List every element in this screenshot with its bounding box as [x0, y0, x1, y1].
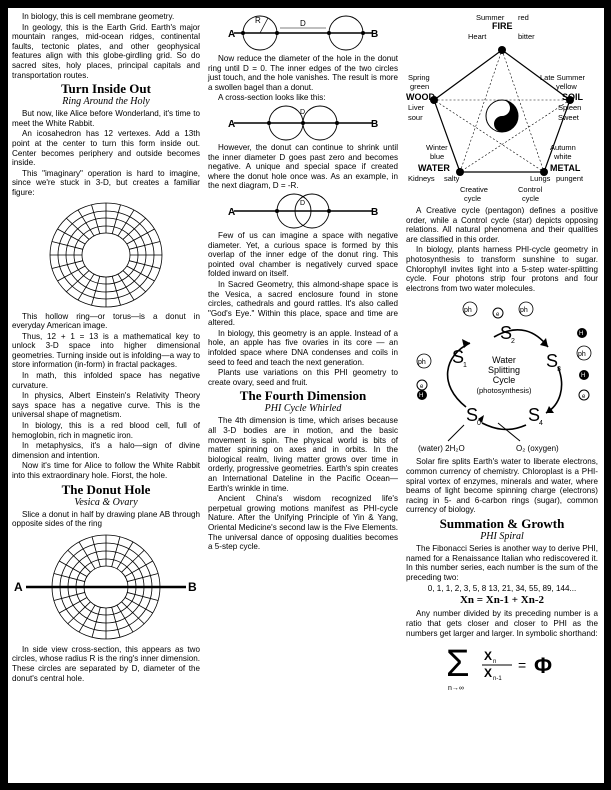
para: However, the donut can continue to shrink until the inner diameter D goes past zero and becomes negative. A unique and special space if created where the donut hole once was. As an example, in the next diagram, D = -R. — [208, 142, 398, 191]
torus-wire — [54, 592, 85, 600]
para: Thus, 12 + 1 = 13 is a mathematical key to unlock 3-D space into higher dimensional geometries. Turning inside out is infolding—a way to store information (in-form) in fractal packages. — [12, 331, 200, 370]
electron-label: e — [582, 394, 586, 401]
circles-separated-figure — [228, 14, 378, 52]
state-s3: S — [546, 351, 559, 372]
state-sub: 0 — [477, 420, 481, 428]
pent-creative: Creative — [460, 185, 488, 194]
vesica-figure — [228, 193, 378, 229]
para: In Sacred Geometry, this almond-shape space is the Vesica, a sacred enclosure found in stone circles, cathedrals and gourd rattles. It's also called "God's Eye." Within this place, space and time are altered. — [208, 279, 398, 328]
ws-title: Water — [492, 355, 516, 366]
pent-spring: Spring — [408, 73, 430, 82]
pent-red: red — [518, 13, 529, 22]
pent-green: green — [410, 82, 430, 91]
proton-label: H — [579, 331, 584, 338]
pent-wood: WOOD — [406, 92, 435, 102]
para: In biology, plants harness PHI-cycle geometry in photosynthesis to transform sunshine to sugar. Chlorophyll invites light into a 5-step water-splitting cycle. Four photons strip four protons and four electrons from two water molecules. — [406, 245, 598, 293]
subheading-phi-cycle: PHI Cycle Whirled — [264, 403, 342, 415]
subheading-vesica: Vesica & Ovary — [74, 496, 138, 508]
para: This hollow ring—or torus—is a donut in everyday American image. — [12, 311, 200, 331]
torus-wire — [129, 241, 160, 249]
torus-wire — [112, 276, 120, 305]
para: In physics, Albert Einstein's Relativity Theory says space has a negative curve. This is the universal shape of magnetism. — [12, 391, 200, 420]
photon-label: ph — [578, 351, 586, 359]
xn-numerator: X — [484, 649, 493, 664]
pent-late-summer: Late Summer — [540, 73, 586, 82]
para: In metaphysics, it's a halo—sign of divine dimension and intention. — [12, 441, 200, 460]
ws-title: Cycle — [492, 375, 516, 386]
para: A cross-section looks like this: — [218, 93, 326, 103]
pent-soil: SOIL — [562, 92, 584, 102]
para: In biology, this geometry is an apple. Instead of a hole, an apple has five ovaries in its core — an infolded space where DNA condenses and coils in seed to feed and teach the next generation. — [208, 328, 398, 367]
oxygen-label: O₂ (oxygen) — [516, 444, 559, 454]
label-a: A — [14, 579, 23, 594]
fig-label-d: D — [300, 108, 306, 116]
pent-cycle: cycle — [522, 194, 540, 203]
xn1-denominator: X — [484, 666, 493, 681]
proton-label: H — [581, 373, 586, 380]
xn-sub: n — [493, 659, 497, 666]
para: Any number divided by its preceding number is a ratio that gets closer and closer to PHI as the numbers get larger and larger. In symbolic shorthand: — [406, 609, 598, 638]
photon-label: ph — [520, 307, 528, 315]
fig-label-r: R — [255, 16, 261, 25]
pent-water: WATER — [418, 163, 450, 173]
state-s1: S — [452, 347, 465, 368]
torus-figure — [46, 200, 166, 310]
fig-label-a: A — [228, 29, 236, 40]
pent-cycle: cycle — [464, 194, 482, 203]
column-middle — [208, 12, 398, 553]
state-s0: S — [466, 405, 479, 426]
torus-wire — [127, 573, 158, 581]
phi-limit-formula — [442, 640, 562, 692]
pent-blue: blue — [430, 152, 445, 161]
pent-fire: FIRE — [492, 21, 513, 31]
label-b: B — [188, 579, 197, 594]
torus-wire — [122, 602, 145, 624]
torus-wire — [79, 605, 95, 632]
heading-donut-hole: The Donut Hole — [61, 481, 151, 497]
torus-wire — [122, 550, 145, 572]
para: Now it's time for Alice to follow the White Rabbit into this extraordinary hole. Fiorst, the hole. — [12, 461, 200, 480]
pent-control: Control — [518, 185, 543, 194]
pent-lungs: Lungs — [530, 174, 551, 183]
sigma-symbol: Σ — [446, 643, 470, 686]
para: Solar fire splits Earth's water to liberate electrons, common currency of chemistry. Chloroplast is a PHI-spiral vortex of enzymes, minerals and water, where beams of light become spinning charge (electrons) racing in 5- and 6-carbon rings (sugar), common currency of biology. — [406, 457, 598, 515]
torus-wire — [52, 241, 83, 249]
fibonacci-formula: Xn = Xn-1 + Xn-2 — [459, 593, 545, 606]
torus-wire — [117, 605, 133, 632]
pent-kidneys: Kidneys — [408, 174, 435, 183]
state-sub: 3 — [557, 366, 561, 374]
fibonacci-series: 0, 1, 1, 2, 3, 5, 8 13, 21, 34, 55, 89, 144... — [427, 584, 577, 594]
pent-sour: sour — [408, 113, 423, 122]
torus-wire — [92, 276, 100, 305]
torus-wire — [123, 218, 146, 239]
torus-wire — [129, 260, 160, 268]
torus-wire — [68, 602, 91, 624]
subheading-phi-spiral: PHI Spiral — [480, 530, 524, 542]
para: But now, like Alice before Wonderland, it's time to meet the White Rabbit. — [12, 109, 200, 128]
torus-wire — [66, 270, 89, 291]
water-splitting-diagram — [408, 295, 596, 455]
para: In math, this infolded space has negative curvature. — [12, 371, 200, 390]
heading-summation: Summation & Growth — [439, 515, 565, 531]
equals-sign: = — [518, 657, 527, 674]
pent-autumn: Autumn — [550, 143, 576, 152]
pent-yellow: yellow — [556, 82, 577, 91]
pent-summer: Summer — [476, 13, 505, 22]
xn1-sub: n-1 — [493, 676, 502, 683]
state-sub: 4 — [539, 420, 543, 428]
heading-fourth-dimension: The Fourth Dimension — [239, 388, 367, 404]
para: Few of us can imagine a space with negative diameter. Yet, a curious space is formed by this overlap of the inner edge of the donut ring. This pointed oval chamber is negatively curved space folded inward on itself. — [208, 230, 398, 279]
para: In geology, this is the Earth Grid. Earth's major mountain ranges, mid-ocean ridges, continental faults, tectonic plates, and other geophysical features align with this globe-girdling grid. So do sacred sites, holy places, principal capitals and transportation routes. — [12, 22, 200, 80]
torus-wire — [54, 573, 85, 581]
ws-title: (photosynthesis) — [476, 386, 532, 396]
subheading-ring: Ring Around the Holy — [62, 96, 150, 108]
pent-salty: salty — [444, 174, 460, 183]
torus-wire — [127, 592, 158, 600]
torus-wire — [92, 204, 100, 233]
donut-slice-figure — [12, 531, 200, 643]
torus-wire — [112, 204, 120, 233]
photon-label: ph — [418, 359, 426, 367]
fig-label-b: B — [371, 29, 378, 40]
para: The 4th dimension is time, which arises because all 3-D bodies are in motion, and the basic movement is spin. The physical world is bits of matter spinning on axes and in orbits. In the biological realm, living matter grows over time in orderly, progressive geometries. Earth's spin creates an International Dateline in the Pacific Ocean—Earth's wrinkle in time. — [208, 416, 398, 493]
state-s4: S — [528, 405, 541, 426]
torus-wire — [68, 550, 91, 572]
state-sub: 1 — [463, 362, 467, 370]
ws-title: Splitting — [487, 365, 521, 376]
para: The Fibonacci Series is another way to derive PHI, named for a Renaissance Italian who rediscovered it. In this number series, each number is the sum of the preceding two: — [406, 543, 598, 582]
electron-label: e — [420, 384, 424, 391]
page — [8, 8, 604, 783]
fig-label-a: A — [228, 206, 236, 218]
five-elements-diagram — [406, 12, 598, 204]
torus-wire — [79, 542, 95, 569]
phi-symbol: Φ — [534, 653, 553, 679]
fig-label-b: B — [371, 206, 378, 218]
torus-wire — [52, 260, 83, 268]
fig-label-d: D — [300, 199, 306, 207]
circles-touching-figure — [228, 105, 378, 141]
pent-bitter: bitter — [518, 32, 535, 41]
water-label: (water) 2H₂O — [418, 444, 465, 454]
pent-winter: Winter — [426, 143, 448, 152]
pent-sweet: Sweet — [558, 113, 579, 122]
electron-label: e — [496, 312, 500, 319]
pent-liver: Liver — [408, 103, 425, 112]
photon-label: ph — [464, 307, 472, 315]
pent-metal: METAL — [550, 163, 581, 173]
para: This "imaginary" operation is hard to imagine, since we're stuck in 3-D, but creates a familiar figure: — [12, 168, 200, 197]
fig-label-a: A — [228, 118, 236, 130]
para: In biology, this is cell membrane geometry. — [22, 12, 175, 21]
fig-label-b: B — [371, 118, 378, 130]
para: Plants use variations on this PHI geometry to create ovary, seed and fruit. — [208, 368, 398, 387]
column-right — [406, 12, 598, 694]
heading-turn-inside-out: Turn Inside Out — [61, 81, 151, 97]
state-sub: 2 — [511, 338, 515, 346]
proton-label: H — [419, 393, 424, 400]
para: A Creative cycle (pentagon) defines a positive order, while a Control cycle (star) depicts opposing relations. All natural phenomena and their qualities are classified in this order. — [406, 206, 598, 244]
para: Slice a donut in half by drawing plane AB through opposite sides of the ring — [12, 509, 200, 529]
pent-pungent: pungent — [556, 174, 584, 183]
torus-wire — [66, 218, 89, 239]
limit-label: n→∞ — [448, 685, 464, 693]
torus-wire — [117, 542, 133, 569]
para: Now reduce the diameter of the hole in the donut ring until D = 0. The inner edges of the two circles just touch, and the hole vanishes. The result is more a swollen bagel than a donut. — [208, 54, 398, 92]
para: In biology, this is a red blood cell, full of hemoglobin, rich in magnetic iron. — [12, 421, 200, 440]
para: An icosahedron has 12 vertexes. Add a 13th point at the center to turn this form inside out. Center becomes periphery and outside becomes inside. — [12, 129, 200, 168]
torus-wire — [123, 270, 146, 291]
state-s2: S — [500, 323, 513, 344]
para: Ancient China's wisdom recognized life's perpetual growing motions manifest as PHI-cycle Nature. After the Unifying Principle of Yin & Yang, Oriental Medicine's second law is the Five Elements. The universal dance of opposing dualities becomes a 5-step cycle. — [208, 494, 398, 552]
fig-label-d: D — [300, 19, 306, 28]
column-left — [12, 12, 200, 684]
pent-white: white — [554, 152, 572, 161]
pent-heart: Heart — [468, 32, 487, 41]
pent-spleen: Spleen — [558, 103, 582, 112]
para: In side view cross-section, this appears as two circles, whose radius R is the ring's inner dimension. These circles are separated by D, diameter of the donut's central hole. — [12, 644, 200, 683]
